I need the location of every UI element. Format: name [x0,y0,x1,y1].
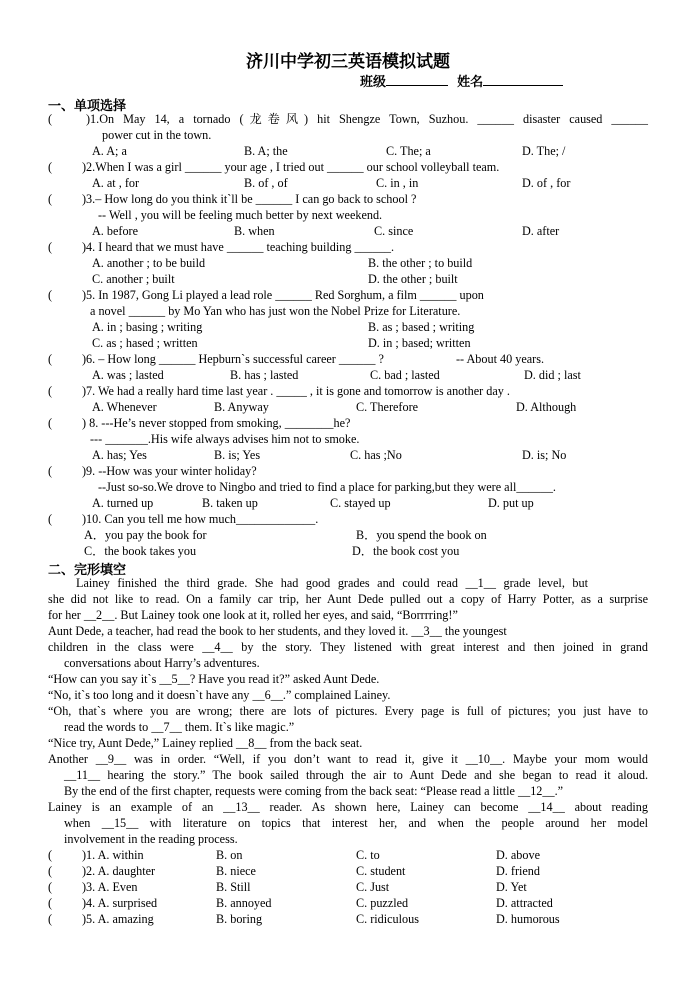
passage-line: when __15__ with literature on topics that interest her, and when the people around her model [64,816,648,830]
question-9: )9. --How was your winter holiday? [82,464,257,478]
class-label: 班级 [360,75,387,90]
option: D. above [496,848,540,862]
question-10: )10. Can you tell me how much_____________. [82,512,319,526]
question-8: ) 8. ---He’s never stopped from smoking, ________he? [82,416,351,430]
answer-paren[interactable]: ( [48,240,53,254]
cloze-question-4: )4. A. surprised [82,896,158,910]
option: B. of , of [244,176,288,190]
passage-line: Another __9__ was in order. “Well, if you don’t want to read it, give it __10__. Maybe your mom would [48,752,648,766]
option: A. another ; to be build [92,256,206,270]
option: B. taken up [202,496,258,510]
passage-line: for her __2__. But Lainey took one look at it, rolled her eyes, and said, “Borrrring!” [48,608,458,622]
cloze-question-3: )3. A. Even [82,880,138,894]
answer-paren[interactable]: ( [48,896,53,910]
option: A．you pay the book for [84,528,207,542]
cloze-question-5: )5. A. amazing [82,912,154,926]
passage-line: “Nice try, Aunt Dede,” Lainey replied __8__ from the back seat. [48,736,363,750]
question-1: )1.On May 14, a tornado (龙卷风) hit Shengze Town, Suzhou. ______ disaster caused ______ [86,112,648,126]
section1-heading: 一、单项选择 [48,99,127,114]
option: D．the book cost you [352,544,460,558]
passage-line: she did not like to read. On a family car trip, her Aunt Dede pulled out a copy of Harry Potter, as a surprise [48,592,648,606]
option: D. of , for [522,176,571,190]
option: C. stayed up [330,496,391,510]
passage-line: __11__ hearing the story.” The book sailed through the air to Aunt Dede and she began to read it aloud. [64,768,648,782]
answer-paren[interactable]: ( [48,192,53,206]
option: D. attracted [496,896,553,910]
option: C. as ; hased ; written [92,336,198,350]
option: B. A; the [244,144,288,158]
option: B. is; Yes [214,448,261,462]
question-5-cont: a novel ______ by Mo Yan who has just won the Nobel Prize for Literature. [90,304,461,318]
option: D. after [522,224,560,238]
option: B. when [234,224,275,238]
passage-line: read the words to __7__ them. It`s like magic.” [64,720,295,734]
option: B. Anyway [214,400,269,414]
option: D. in ; based; written [368,336,471,350]
option: B. Still [216,880,251,894]
option: C. since [374,224,414,238]
passage-line: “How can you say it`s __5__? Have you read it?” asked Aunt Dede. [48,672,380,686]
option: A. at , for [92,176,140,190]
answer-paren[interactable]: ( [48,880,53,894]
question-2: )2.When I was a girl ______ your age , I tried out ______ our school volleyball team. [82,160,500,174]
option: B. as ; based ; writing [368,320,475,334]
passage-line: children in the class were __4__ by the story. They listened with great interest and then joined in grand [48,640,648,654]
option: C. has ;No [350,448,402,462]
answer-paren[interactable]: ( [48,912,53,926]
option: A. in ; basing ; writing [92,320,203,334]
section2-heading: 二、完形填空 [48,563,127,578]
answer-paren[interactable]: ( [48,160,53,174]
option: C．the book takes you [84,544,197,558]
cloze-question-2: )2. A. daughter [82,864,156,878]
question-6-answer: -- About 40 years. [456,352,545,366]
answer-paren[interactable]: ( [48,512,53,526]
passage-line: “No, it`s too long and it doesn`t have any __6__.” complained Lainey. [48,688,391,702]
class-blank[interactable] [386,73,448,86]
answer-paren[interactable]: ( [48,864,53,878]
option: C. student [356,864,406,878]
question-1-cont: power cut in the town. [102,128,212,142]
option: A. turned up [92,496,154,510]
passage-line: conversations about Harry’s adventures. [64,656,260,670]
option: C. Just [356,880,390,894]
option: C. bad ; lasted [370,368,440,382]
cloze-question-1: )1. A. within [82,848,144,862]
name-label: 姓名 [457,75,484,90]
answer-paren[interactable]: ( [48,464,53,478]
option: C. ridiculous [356,912,419,926]
option: C. The; a [386,144,431,158]
option: D. put up [488,496,534,510]
option: C. in , in [376,176,419,190]
option: D. the other ; built [368,272,458,286]
passage-line: Aunt Dede, a teacher, had read the book to her students, and they loved it. __3__ the youngest [48,624,507,638]
option: D. The; / [522,144,566,158]
option: B. annoyed [216,896,272,910]
answer-paren[interactable]: ( [48,352,53,366]
answer-paren[interactable]: ( [48,416,53,430]
option: D. is; No [522,448,567,462]
page-title: 济川中学初三英语模拟试题 [246,52,450,72]
option: C. puzzled [356,896,409,910]
passage-line: “Oh, that`s where you are wrong; there are lots of pictures. Every page is full of pictures; you just have to [48,704,648,718]
passage-line: Lainey is an example of an __13__ reader. As shown here, Lainey can become __14__ about reading [48,800,648,814]
option: D. friend [496,864,540,878]
option: A. Whenever [92,400,157,414]
option: A. before [92,224,139,238]
option: B. the other ; to build [368,256,473,270]
option: C. to [356,848,380,862]
option: B. boring [216,912,263,926]
passage-line: By the end of the first chapter, requests were coming from the back seat: “Please read a little __12__.” [64,784,564,798]
option: B. has ; lasted [230,368,299,382]
question-9-cont: --Just so-so.We drove to Ningbo and tried to find a place for parking,but they were all______. [98,480,556,494]
question-3-cont: -- Well , you will be feeling much better by next weekend. [98,208,383,222]
option: A. was ; lasted [92,368,164,382]
name-blank[interactable] [483,73,563,86]
answer-paren[interactable]: ( [48,384,53,398]
question-6: )6. – How long ______ Hepburn`s successful career ______ ? [82,352,384,366]
answer-paren[interactable]: ( [48,112,53,126]
option: D. Although [516,400,577,414]
option: D. Yet [496,880,527,894]
option: B. on [216,848,243,862]
option: A. has; Yes [92,448,147,462]
option: B．you spend the book on [356,528,487,542]
option: C. another ; built [92,272,175,286]
question-5: )5. In 1987, Gong Li played a lead role ______ Red Sorghum, a film ______ upon [82,288,484,302]
option: D. humorous [496,912,560,926]
option: B. niece [216,864,256,878]
answer-paren[interactable]: ( [48,288,53,302]
question-3: )3.– How long do you think it`ll be ______ I can go back to school ? [82,192,417,206]
class-name-line [360,71,563,90]
option: C. Therefore [356,400,419,414]
option: D. did ; last [524,368,581,382]
passage-line: involvement in the reading process. [64,832,238,846]
question-8-cont: --- _______.His wife always advises him not to smoke. [90,432,360,446]
question-7: )7. We had a really hard time last year . _____ , it is gone and tomorrow is another day . [82,384,510,398]
question-4: )4. I heard that we must have ______ teaching building ______. [82,240,395,254]
answer-paren[interactable]: ( [48,848,53,862]
option: A. A; a [92,144,127,158]
passage-line: Lainey finished the third grade. She had good grades and could read __1__ grade level, but [76,576,588,590]
